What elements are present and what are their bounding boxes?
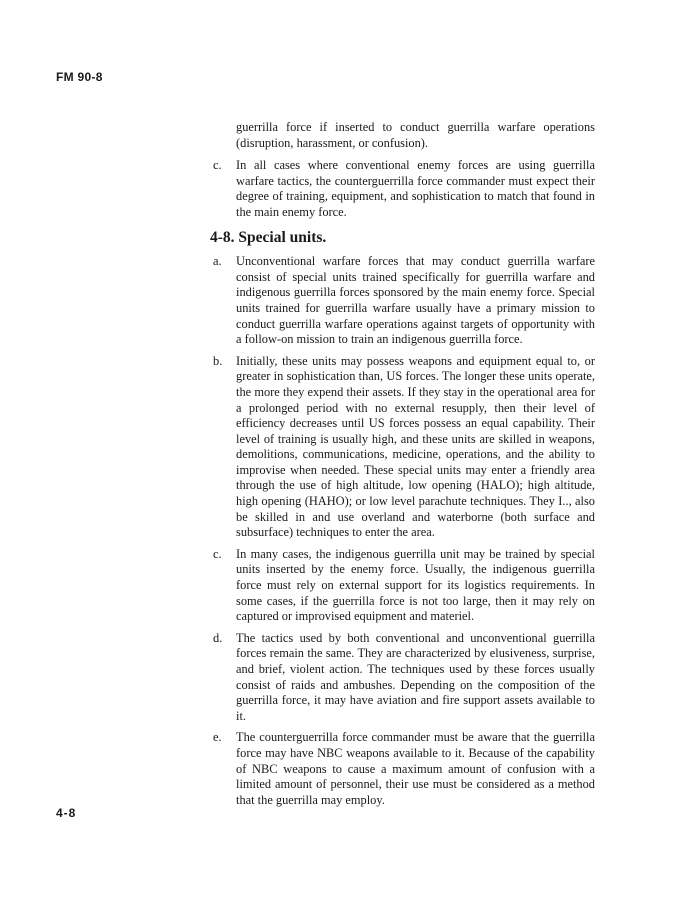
document-id-header: FM 90-8 bbox=[56, 70, 103, 84]
paragraph-label: a. bbox=[213, 254, 222, 269]
paragraph-label: d. bbox=[213, 630, 223, 645]
paragraph-label: c. bbox=[213, 546, 222, 561]
page-number-footer: 4-8 bbox=[56, 806, 77, 820]
paragraph-c-previous-section bbox=[210, 158, 595, 220]
paragraph-label: e. bbox=[213, 730, 222, 745]
page-body bbox=[210, 120, 595, 814]
paragraph-d bbox=[210, 631, 595, 725]
paragraph-text: In many cases, the indigenous guerrilla unit may be trained by special units inserted by the enemy force. Usually, the indigenous guerrilla force must rely on external support for its logistics requirements. In some cases, if the guerrilla force is not too large, then it may rely on captured or improvised equipment and materiel. bbox=[236, 546, 595, 624]
paragraph-text: The counterguerrilla force commander must be aware that the guerrilla force may have NBC weapons available to it. Because of the capability of NBC weapons to cause a maximum amount of confusion with a limited amount of personnel, their use must be considered as a method that the guerrilla may employ. bbox=[236, 730, 595, 807]
paragraph-b bbox=[210, 354, 595, 541]
paragraph-e bbox=[210, 730, 595, 808]
paragraph-label: b. bbox=[213, 353, 223, 368]
paragraph-label: c. bbox=[213, 158, 222, 173]
paragraph-text: The tactics used by both conventional and unconventional guerrilla forces remain the same. They are characterized by elusiveness, surprise, and brief, violent action. The techniques used by these forces usually consist of raids and ambushes. Depending on the composition of the guerrilla force, it may have aviation and fire support assets available to it. bbox=[236, 630, 595, 723]
section-heading: 4-8. Special units. bbox=[210, 228, 327, 246]
paragraph-text: Unconventional warfare forces that may conduct guerrilla warfare consist of special units trained specifically for guerrilla warfare and indigenous guerrilla forces sponsored by the main enemy force. Special units trained for guerrilla warfare usually have a primary mission to conduct guerrilla warfare operations against targets of opportunity with a follow-on mission to train an indigenous guerrilla force. bbox=[236, 254, 595, 347]
paragraph-text: In all cases where conventional enemy forces are using guerrilla warfare tactics, the counterguerrilla force commander must expect their degree of training, equipment, and sophistication to match that found in the main enemy force. bbox=[236, 158, 595, 219]
paragraph-text: Initially, these units may possess weapons and equipment equal to, or greater in sophistication than, US forces. The longer these units operate, the more they expend their assets. If they stay in the operational area for a prolonged period with no external resupply, then their level of efficiency decreases until US forces possess an equal capability. Their level of training is usually high, and these units are skilled in weapons, demolitions, communications, medicine, operations, and the ability to improvise when needed. These special units may enter a friendly area through the use of high altitude, low opening (HALO); high altitude, high opening (HAHO); or low level parachute techniques. They I.., also be skilled in and use overland and waterborne (both surface and subsurface) techniques to enter the area. bbox=[236, 353, 595, 540]
paragraph-c bbox=[210, 547, 595, 625]
paragraph-a bbox=[210, 254, 595, 348]
continued-paragraph bbox=[210, 120, 595, 151]
continued-paragraph-text: guerrilla force if inserted to conduct guerrilla warfare operations (disruption, harassment, or confusion). bbox=[236, 120, 595, 150]
